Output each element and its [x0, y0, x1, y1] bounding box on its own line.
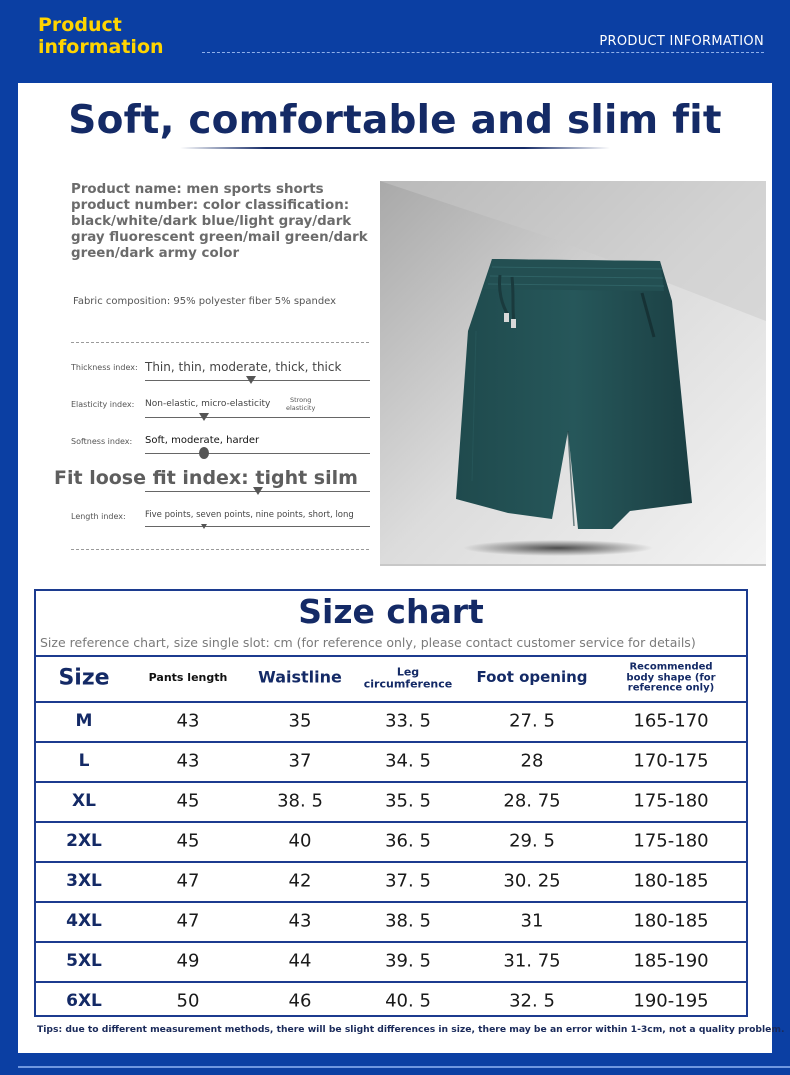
section-title — [38, 14, 164, 58]
table-cell: 40 — [288, 830, 312, 852]
table-cell: 29. 5 — [509, 830, 555, 852]
table-cell: 36. 5 — [385, 830, 431, 852]
thickness-index-value: Thin, thin, moderate, thick, thick — [145, 360, 342, 374]
table-cell: 34. 5 — [385, 750, 431, 772]
table-cell: 37. 5 — [385, 870, 431, 892]
table-cell: 43 — [176, 710, 200, 732]
table-cell: 37 — [288, 750, 312, 772]
tips-note: Tips: due to different measurement methods, there will be slight differences in size, there may be an error within 1-3cm, not a quality problem. — [37, 1024, 785, 1035]
table-divider — [36, 701, 746, 703]
size-label-cell: 3XL — [66, 871, 102, 891]
table-cell: 50 — [176, 990, 200, 1012]
table-header-cell: Pants length — [148, 671, 228, 685]
length-marker-icon — [201, 524, 207, 529]
table-header-cell: Leg circumference — [363, 665, 453, 690]
table-divider — [36, 781, 746, 783]
page-title: Soft, comfortable and slim fit — [68, 98, 722, 143]
table-cell: 38. 5 — [385, 910, 431, 932]
size-label-cell: M — [75, 711, 93, 731]
dashed-divider — [71, 549, 369, 550]
elasticity-index-value: Non-elastic, micro-elasticity — [145, 399, 271, 409]
thickness-index-scale — [145, 380, 370, 381]
photo-underline — [380, 564, 766, 566]
table-cell: 43 — [288, 910, 312, 932]
size-label-cell: 6XL — [66, 991, 102, 1011]
size-label-cell: 2XL — [66, 831, 102, 851]
elasticity-strong-label — [286, 396, 315, 412]
table-cell: 42 — [288, 870, 312, 892]
thickness-marker-icon — [246, 376, 256, 384]
elasticity-strong-line2: elasticity — [286, 404, 316, 412]
size-chart-title: Size chart — [298, 592, 484, 631]
section-title-line2: information — [38, 36, 164, 58]
table-cell: 39. 5 — [385, 950, 431, 972]
table-cell: 180-185 — [633, 910, 709, 932]
table-cell: 175-180 — [633, 790, 709, 812]
table-cell: 35 — [288, 710, 312, 732]
table-header-cell: Size — [58, 665, 110, 691]
size-label-cell: XL — [72, 791, 96, 811]
elasticity-index-scale — [145, 417, 370, 418]
table-cell: 38. 5 — [277, 790, 323, 812]
table-cell: 35. 5 — [385, 790, 431, 812]
size-chart-subtitle: Size reference chart, size single slot: cm (for reference only, please contact customer service for details) — [40, 635, 696, 650]
table-cell: 175-180 — [633, 830, 709, 852]
header-divider — [202, 52, 764, 53]
fit-marker-icon — [253, 487, 263, 495]
elasticity-index-label: Elasticity index: — [71, 400, 135, 409]
table-cell: 31. 75 — [503, 950, 561, 972]
length-index-value: Five points, seven points, nine points, short, long — [145, 510, 354, 520]
size-label-cell: 5XL — [66, 951, 102, 971]
size-label-cell: 4XL — [66, 911, 102, 931]
table-cell: 45 — [176, 830, 200, 852]
table-cell: 32. 5 — [509, 990, 555, 1012]
product-photo — [380, 181, 766, 564]
elasticity-strong-line1: Strong — [289, 396, 312, 404]
table-cell: 31 — [520, 910, 544, 932]
product-description: Product name: men sports shorts product number: color classification: black/white/dark blue/light gray/dark gray fluorescent green/mail green/dark green/dark army color — [71, 182, 368, 261]
bottom-divider — [18, 1066, 790, 1068]
table-cell: 30. 25 — [503, 870, 561, 892]
title-underline — [180, 147, 610, 149]
table-cell: 190-195 — [633, 990, 709, 1012]
table-divider — [36, 941, 746, 943]
softness-index-scale — [145, 453, 370, 454]
table-header-cell: Foot opening — [476, 668, 588, 687]
table-divider — [36, 901, 746, 903]
table-cell: 185-190 — [633, 950, 709, 972]
table-cell: 27. 5 — [509, 710, 555, 732]
fit-index: Fit loose fit index: tight silm — [54, 467, 358, 489]
table-header-cell: Recommended body shape (for reference only) — [626, 661, 716, 694]
table-divider — [36, 821, 746, 823]
table-cell: 43 — [176, 750, 200, 772]
table-cell: 28 — [520, 750, 544, 772]
table-cell: 44 — [288, 950, 312, 972]
softness-index-label: Softness index: — [71, 437, 133, 446]
table-cell: 33. 5 — [385, 710, 431, 732]
table-cell: 28. 75 — [503, 790, 561, 812]
table-cell: 47 — [176, 870, 200, 892]
length-index-label: Length index: — [71, 512, 126, 521]
dashed-divider — [71, 342, 369, 343]
length-index-scale — [145, 526, 370, 527]
table-cell: 49 — [176, 950, 200, 972]
table-cell: 180-185 — [633, 870, 709, 892]
table-divider — [36, 741, 746, 743]
table-divider — [36, 655, 746, 657]
table-cell: 40. 5 — [385, 990, 431, 1012]
size-chart — [34, 589, 748, 1017]
table-cell: 165-170 — [633, 710, 709, 732]
softness-marker-icon — [199, 447, 209, 459]
thickness-index-label: Thickness index: — [71, 363, 138, 372]
elasticity-marker-icon — [199, 413, 209, 421]
table-divider — [36, 861, 746, 863]
section-subtitle: PRODUCT INFORMATION — [599, 34, 764, 49]
table-cell: 45 — [176, 790, 200, 812]
table-cell: 46 — [288, 990, 312, 1012]
fabric-composition: Fabric composition: 95% polyester fiber 5% spandex — [73, 296, 337, 307]
table-cell: 170-175 — [633, 750, 709, 772]
softness-index-value: Soft, moderate, harder — [145, 435, 260, 446]
shorts-image — [380, 181, 766, 564]
size-label-cell: L — [78, 751, 90, 771]
table-divider — [36, 981, 746, 983]
size-table — [36, 655, 746, 1015]
table-cell: 47 — [176, 910, 200, 932]
section-title-line1: Product — [38, 14, 122, 36]
table-header-cell: Waistline — [258, 667, 342, 687]
